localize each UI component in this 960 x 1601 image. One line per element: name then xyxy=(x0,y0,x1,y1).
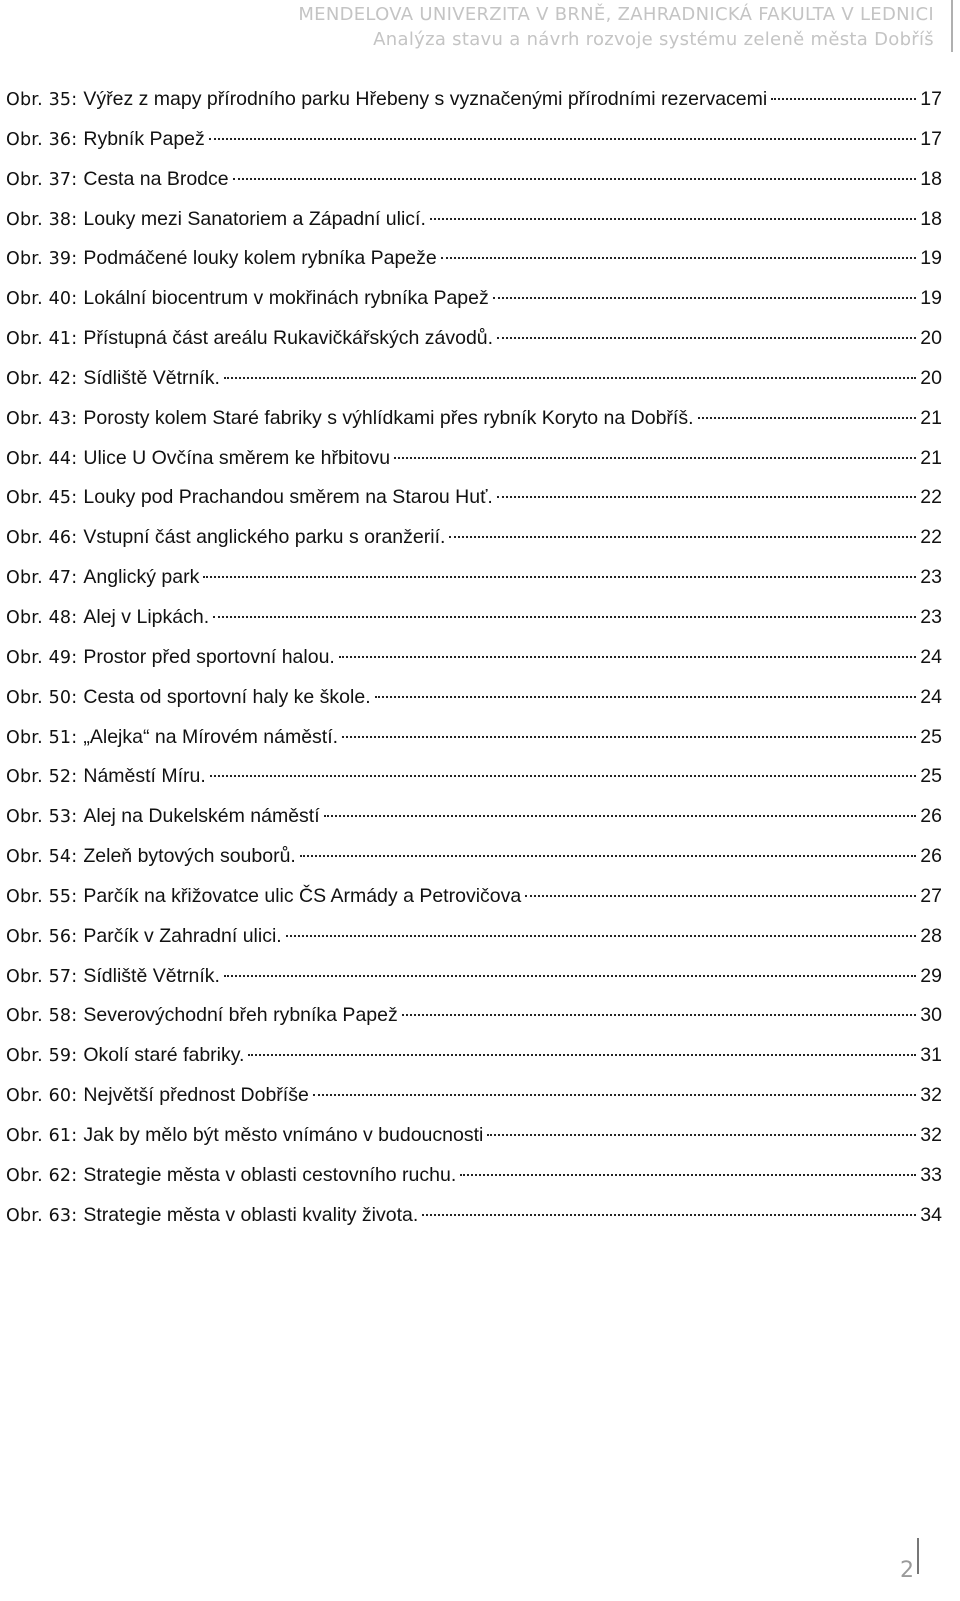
toc-entry-title: Výřez z mapy přírodního parku Hřebeny s vyznačenými přírodními rezervacemi xyxy=(83,88,768,110)
toc-entry[interactable] xyxy=(6,761,942,801)
toc-entry[interactable] xyxy=(6,482,942,522)
toc-dot-leader xyxy=(441,257,916,259)
toc-entry[interactable] xyxy=(6,124,942,164)
toc-entry-title: Alej na Dukelském náměstí xyxy=(83,805,320,828)
toc-entry-label: Obr. 43: xyxy=(6,408,78,429)
toc-entry-label: Obr. 42: xyxy=(6,368,78,389)
toc-dot-leader xyxy=(497,337,916,339)
toc-entry-title: Alej v Lipkách. xyxy=(83,605,210,628)
toc-entry-label: Obr. 47: xyxy=(6,568,78,589)
toc-dot-leader xyxy=(324,815,916,817)
toc-entry-label: Obr. 56: xyxy=(6,926,78,947)
toc-entry[interactable] xyxy=(6,363,942,403)
toc-entry-page: 17 xyxy=(920,88,942,110)
toc-entry-label: Obr. 41: xyxy=(6,329,78,350)
toc-entry[interactable] xyxy=(6,921,942,961)
toc-entry[interactable] xyxy=(6,682,942,722)
toc-dot-leader xyxy=(300,855,916,857)
toc-entry-title: Porosty kolem Staré fabriky s výhlídkami přes rybník Koryto na Dobříš. xyxy=(83,406,694,429)
toc-entry-title: Louky mezi Sanatoriem a Západní ulicí. xyxy=(83,207,426,230)
toc-dot-leader xyxy=(339,656,916,658)
toc-entry[interactable] xyxy=(6,283,942,323)
toc-dot-leader xyxy=(422,1214,916,1216)
toc-entry-title: Rybník Papež xyxy=(83,127,205,150)
toc-dot-leader xyxy=(203,576,916,578)
toc-entry-label: Obr. 39: xyxy=(6,249,78,270)
toc-entry-page: 23 xyxy=(920,566,942,589)
toc-entry-title: Přístupná část areálu Rukavičkářských závodů. xyxy=(83,327,494,350)
toc-entry[interactable] xyxy=(6,1000,942,1040)
toc-entry[interactable] xyxy=(6,164,942,204)
toc-entry-label: Obr. 54: xyxy=(6,847,78,868)
toc-entry-label: Obr. 50: xyxy=(6,687,78,708)
toc-entry[interactable] xyxy=(6,443,942,483)
toc-entry-page: 20 xyxy=(920,327,942,350)
toc-entry-label: Obr. 49: xyxy=(6,647,78,668)
toc-entry-title: Ulice U Ovčína směrem ke hřbitovu xyxy=(83,446,391,469)
toc-entry-title: Náměstí Míru. xyxy=(83,765,206,788)
toc-dot-leader xyxy=(487,1134,916,1136)
toc-dot-leader xyxy=(213,616,916,618)
toc-entry-title: Strategie města v oblasti cestovního ruchu. xyxy=(83,1163,457,1186)
toc-entry-page: 21 xyxy=(920,406,942,429)
toc-entry[interactable] xyxy=(6,841,942,881)
toc-entry[interactable] xyxy=(6,562,942,602)
toc-dot-leader xyxy=(771,98,916,100)
toc-dot-leader xyxy=(224,975,916,977)
toc-entry-title: Parčík v Zahradní ulici. xyxy=(83,924,282,947)
footer-divider xyxy=(917,1538,919,1574)
toc-entry-page: 31 xyxy=(920,1044,942,1067)
toc-entry-title: Okolí staré fabriky. xyxy=(83,1044,245,1067)
toc-dot-leader xyxy=(698,417,916,419)
toc-entry-label: Obr. 61: xyxy=(6,1125,78,1146)
toc-dot-leader xyxy=(248,1054,916,1056)
toc-dot-leader xyxy=(525,895,916,897)
toc-entry-page: 19 xyxy=(920,287,942,310)
toc-entry-label: Obr. 52: xyxy=(6,767,78,788)
toc-entry-title: Cesta od sportovní haly ke škole. xyxy=(83,685,371,708)
toc-entry[interactable] xyxy=(6,602,942,642)
toc-entry[interactable] xyxy=(6,801,942,841)
toc-entry-page: 26 xyxy=(920,845,942,868)
toc-entry-title: Louky pod Prachandou směrem na Starou Huť. xyxy=(83,486,493,509)
toc-entry-page: 34 xyxy=(920,1203,942,1226)
toc-entry-title: Strategie města v oblasti kvality života. xyxy=(83,1203,419,1226)
toc-entry-title: Parčík na křižovatce ulic ČS Armády a Petrovičova xyxy=(83,884,522,907)
toc-entry[interactable] xyxy=(6,403,942,443)
toc-entry-label: Obr. 57: xyxy=(6,966,78,987)
toc-dot-leader xyxy=(342,736,916,738)
toc-entry[interactable] xyxy=(6,204,942,244)
toc-dot-leader xyxy=(375,696,916,698)
toc-entry[interactable] xyxy=(6,323,942,363)
toc-entry-label: Obr. 44: xyxy=(6,448,78,469)
toc-entry-label: Obr. 59: xyxy=(6,1046,78,1067)
toc-entry-title: Prostor před sportovní halou. xyxy=(83,645,335,668)
toc-entry-page: 29 xyxy=(920,964,942,987)
toc-entry-page: 21 xyxy=(920,446,942,469)
toc-entry-label: Obr. 37: xyxy=(6,169,78,190)
toc-entry-page: 33 xyxy=(920,1163,942,1186)
toc-dot-leader xyxy=(313,1094,916,1096)
toc-entry-page: 25 xyxy=(920,725,942,748)
toc-entry[interactable] xyxy=(6,1080,942,1120)
toc-entry[interactable] xyxy=(6,961,942,1001)
toc-entry-title: Jak by mělo být město vnímáno v budoucnosti xyxy=(83,1123,484,1146)
toc-entry-page: 24 xyxy=(920,645,942,668)
toc-entry-page: 27 xyxy=(920,884,942,907)
toc-entry-label: Obr. 35: xyxy=(6,90,78,110)
toc-entry-page: 32 xyxy=(920,1084,942,1107)
toc-entry-title: Největší přednost Dobříše xyxy=(83,1084,309,1107)
toc-entry-page: 19 xyxy=(920,247,942,270)
toc-dot-leader xyxy=(286,935,916,937)
toc-dot-leader xyxy=(449,536,916,538)
toc-entry-page: 22 xyxy=(920,486,942,509)
toc-entry-title: Sídliště Větrník. xyxy=(83,964,220,987)
page-number: 2 xyxy=(900,1558,914,1583)
toc-dot-leader xyxy=(394,457,916,459)
toc-entry-title: Cesta na Brodce xyxy=(83,167,229,190)
toc-entry-page: 18 xyxy=(920,167,942,190)
toc-dot-leader xyxy=(460,1174,916,1176)
toc-entry-page: 30 xyxy=(920,1004,942,1027)
toc-dot-leader xyxy=(209,138,916,140)
toc-entry[interactable] xyxy=(6,1120,942,1160)
toc-entry-label: Obr. 51: xyxy=(6,727,78,748)
toc-entry-label: Obr. 63: xyxy=(6,1205,78,1226)
header-university: MENDELOVA UNIVERZITA V BRNĚ, ZAHRADNICKÁ FAKULTA V LEDNICI xyxy=(298,4,934,25)
toc-dot-leader xyxy=(402,1014,916,1016)
toc-entry-label: Obr. 60: xyxy=(6,1086,78,1107)
toc-entry-page: 17 xyxy=(920,127,942,150)
toc-entry-title: Sídliště Větrník. xyxy=(83,366,220,389)
toc-entry-page: 23 xyxy=(920,605,942,628)
toc-entry[interactable] xyxy=(6,84,942,124)
header-divider xyxy=(951,0,953,52)
header-thesis-title: Analýza stavu a návrh rozvoje systému zeleně města Dobříš xyxy=(373,29,934,50)
toc-dot-leader xyxy=(497,496,916,498)
toc-entry-label: Obr. 40: xyxy=(6,289,78,310)
toc-entry-page: 24 xyxy=(920,685,942,708)
toc-entry-title: Lokální biocentrum v mokřinách rybníka Papež xyxy=(83,287,489,310)
toc-entry[interactable] xyxy=(6,881,942,921)
toc-entry[interactable] xyxy=(6,1040,942,1080)
toc-dot-leader xyxy=(224,377,916,379)
toc-entry-label: Obr. 58: xyxy=(6,1006,78,1027)
toc-entry-page: 20 xyxy=(920,366,942,389)
toc-entry-title: Severovýchodní břeh rybníka Papež xyxy=(83,1004,398,1027)
toc-entry-label: Obr. 48: xyxy=(6,607,78,628)
toc-dot-leader xyxy=(210,775,916,777)
toc-entry-page: 28 xyxy=(920,924,942,947)
toc-entry-label: Obr. 36: xyxy=(6,129,78,150)
toc-entry-title: Anglický park xyxy=(83,566,200,589)
toc-entry-page: 25 xyxy=(920,765,942,788)
toc-entry-title: Podmáčené louky kolem rybníka Papeže xyxy=(83,247,437,270)
toc-entry[interactable] xyxy=(6,722,942,762)
list-of-figures xyxy=(6,84,942,1239)
toc-dot-leader xyxy=(233,178,916,180)
toc-dot-leader xyxy=(493,297,916,299)
toc-entry-label: Obr. 62: xyxy=(6,1165,78,1186)
toc-entry-title: Zeleň bytových souborů. xyxy=(83,845,296,868)
toc-entry[interactable] xyxy=(6,1160,942,1200)
toc-entry-page: 22 xyxy=(920,526,942,549)
toc-dot-leader xyxy=(430,218,916,220)
toc-entry-page: 26 xyxy=(920,805,942,828)
toc-entry-label: Obr. 38: xyxy=(6,209,78,230)
toc-entry-page: 18 xyxy=(920,207,942,230)
toc-entry-label: Obr. 46: xyxy=(6,528,78,549)
toc-entry[interactable] xyxy=(6,1200,942,1240)
running-header xyxy=(298,2,934,52)
toc-entry-title: „Alejka“ na Mírovém náměstí. xyxy=(83,725,339,748)
toc-entry-label: Obr. 53: xyxy=(6,807,78,828)
toc-entry[interactable] xyxy=(6,243,942,283)
toc-entry-label: Obr. 45: xyxy=(6,488,78,509)
toc-entry-title: Vstupní část anglického parku s oranžerií. xyxy=(83,526,446,549)
toc-entry[interactable] xyxy=(6,642,942,682)
toc-entry-label: Obr. 55: xyxy=(6,886,78,907)
toc-entry-page: 32 xyxy=(920,1123,942,1146)
toc-entry[interactable] xyxy=(6,522,942,562)
